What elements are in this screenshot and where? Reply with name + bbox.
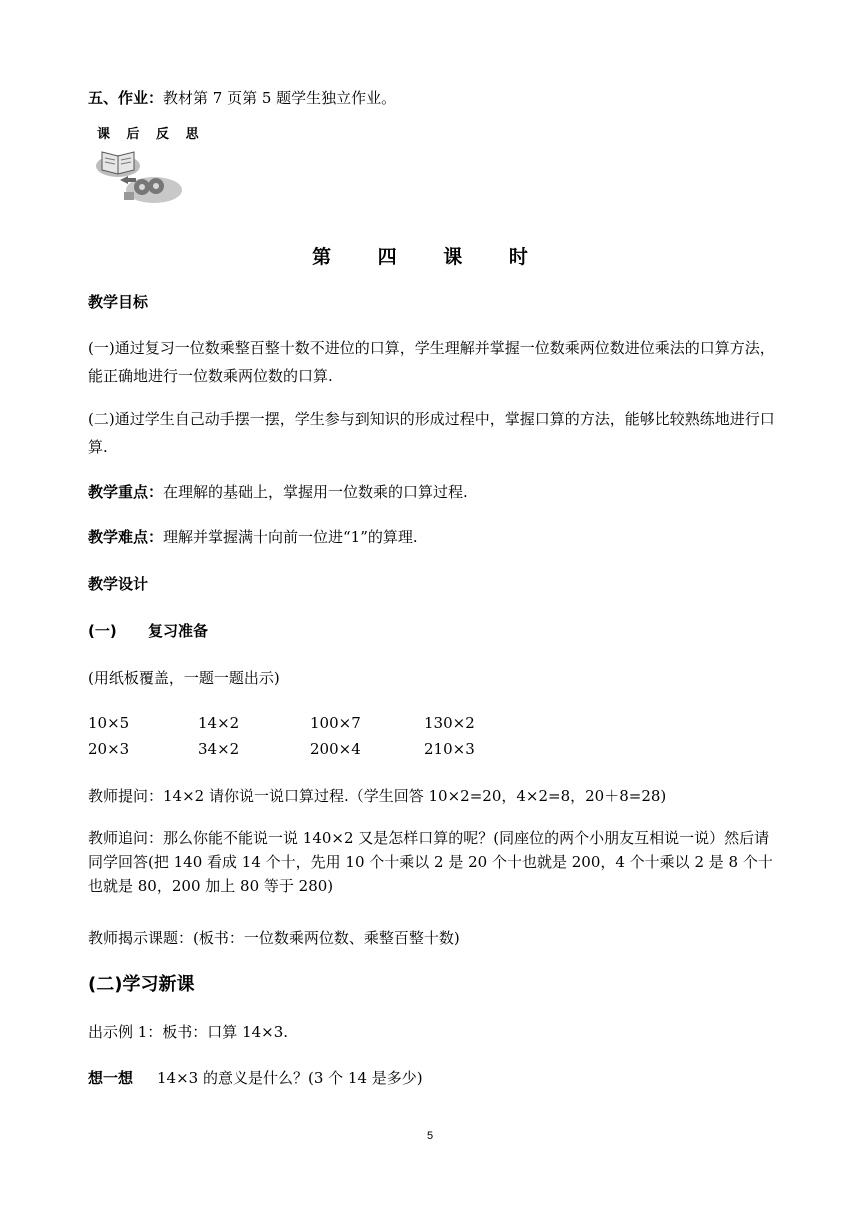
key-point-text: 在理解的基础上，掌握用一位数乘的口算过程. bbox=[163, 483, 468, 501]
cover-note: (用纸板覆盖，一题一题出示) bbox=[88, 669, 280, 687]
section-1-num: (一) bbox=[88, 622, 117, 640]
think-text: 14×3 的意义是什么？(3 个 14 是多少) bbox=[157, 1069, 423, 1087]
homework-label: 五、作业： bbox=[88, 89, 164, 107]
key-point-label: 教学重点： bbox=[88, 483, 164, 501]
teacher-question-2: 教师追问：那么你能不能说一说 140×2 又是怎样口算的呢？(同座位的两个小朋友互相说一说）然后请同学回答(把 140 看成 14 个十，先用 10 个十乘以 2 是 20 个十也就是 200，4 个十乘以 2 是 8 个十也就是 80，200 加上 80 等于 280) bbox=[88, 829, 773, 895]
teacher-topic: 教师揭示课题：(板书：一位数乘两位数、乘整百整十数) bbox=[88, 929, 460, 947]
goal-1: (一)通过复习一位数乘整百整十数不进位的口算，学生理解并掌握一位数乘两位数进位乘法的口算方法，能正确地进行一位数乘两位数的口算. bbox=[88, 339, 775, 385]
difficulty-label: 教学难点： bbox=[88, 528, 164, 546]
calc-item: 100×7 bbox=[310, 714, 361, 732]
lesson-title: 第 四 课 时 bbox=[312, 246, 548, 268]
calc-item: 10×5 bbox=[88, 714, 130, 732]
difficulty-line bbox=[88, 527, 418, 547]
book-disc-icon bbox=[94, 146, 186, 208]
section-1-title: 复习准备 bbox=[148, 622, 209, 640]
goals-heading: 教学目标 bbox=[88, 293, 149, 311]
homework-text: 教材第 7 页第 5 题学生独立作业。 bbox=[163, 89, 397, 107]
calc-item: 14×2 bbox=[198, 714, 240, 732]
key-point-line bbox=[88, 482, 468, 502]
think-label: 想一想 bbox=[88, 1069, 134, 1087]
calc-item: 130×2 bbox=[424, 714, 475, 732]
reflection-label: 课 后 反 思 bbox=[97, 127, 205, 142]
calc-item: 200×4 bbox=[310, 740, 361, 758]
difficulty-text: 理解并掌握满十向前一位进“1”的算理. bbox=[163, 528, 418, 546]
calc-item: 20×3 bbox=[88, 740, 130, 758]
example-1: 出示例 1：板书：口算 14×3. bbox=[88, 1023, 289, 1041]
homework-line bbox=[88, 88, 396, 108]
think-line bbox=[88, 1068, 423, 1088]
goal-2: (二)通过学生自己动手摆一摆，学生参与到知识的形成过程中，掌握口算的方法，能够比较熟练地进行口算. bbox=[88, 410, 775, 456]
page-number: 5 bbox=[426, 1130, 434, 1142]
section-2-heading: (二)学习新课 bbox=[88, 974, 195, 995]
design-heading: 教学设计 bbox=[88, 575, 149, 593]
teacher-question-1: 教师提问：14×2 请你说一说口算过程.（学生回答 10×2=20，4×2=8，20＋8=28) bbox=[88, 787, 667, 805]
calc-item: 34×2 bbox=[198, 740, 240, 758]
calc-item: 210×3 bbox=[424, 740, 475, 758]
